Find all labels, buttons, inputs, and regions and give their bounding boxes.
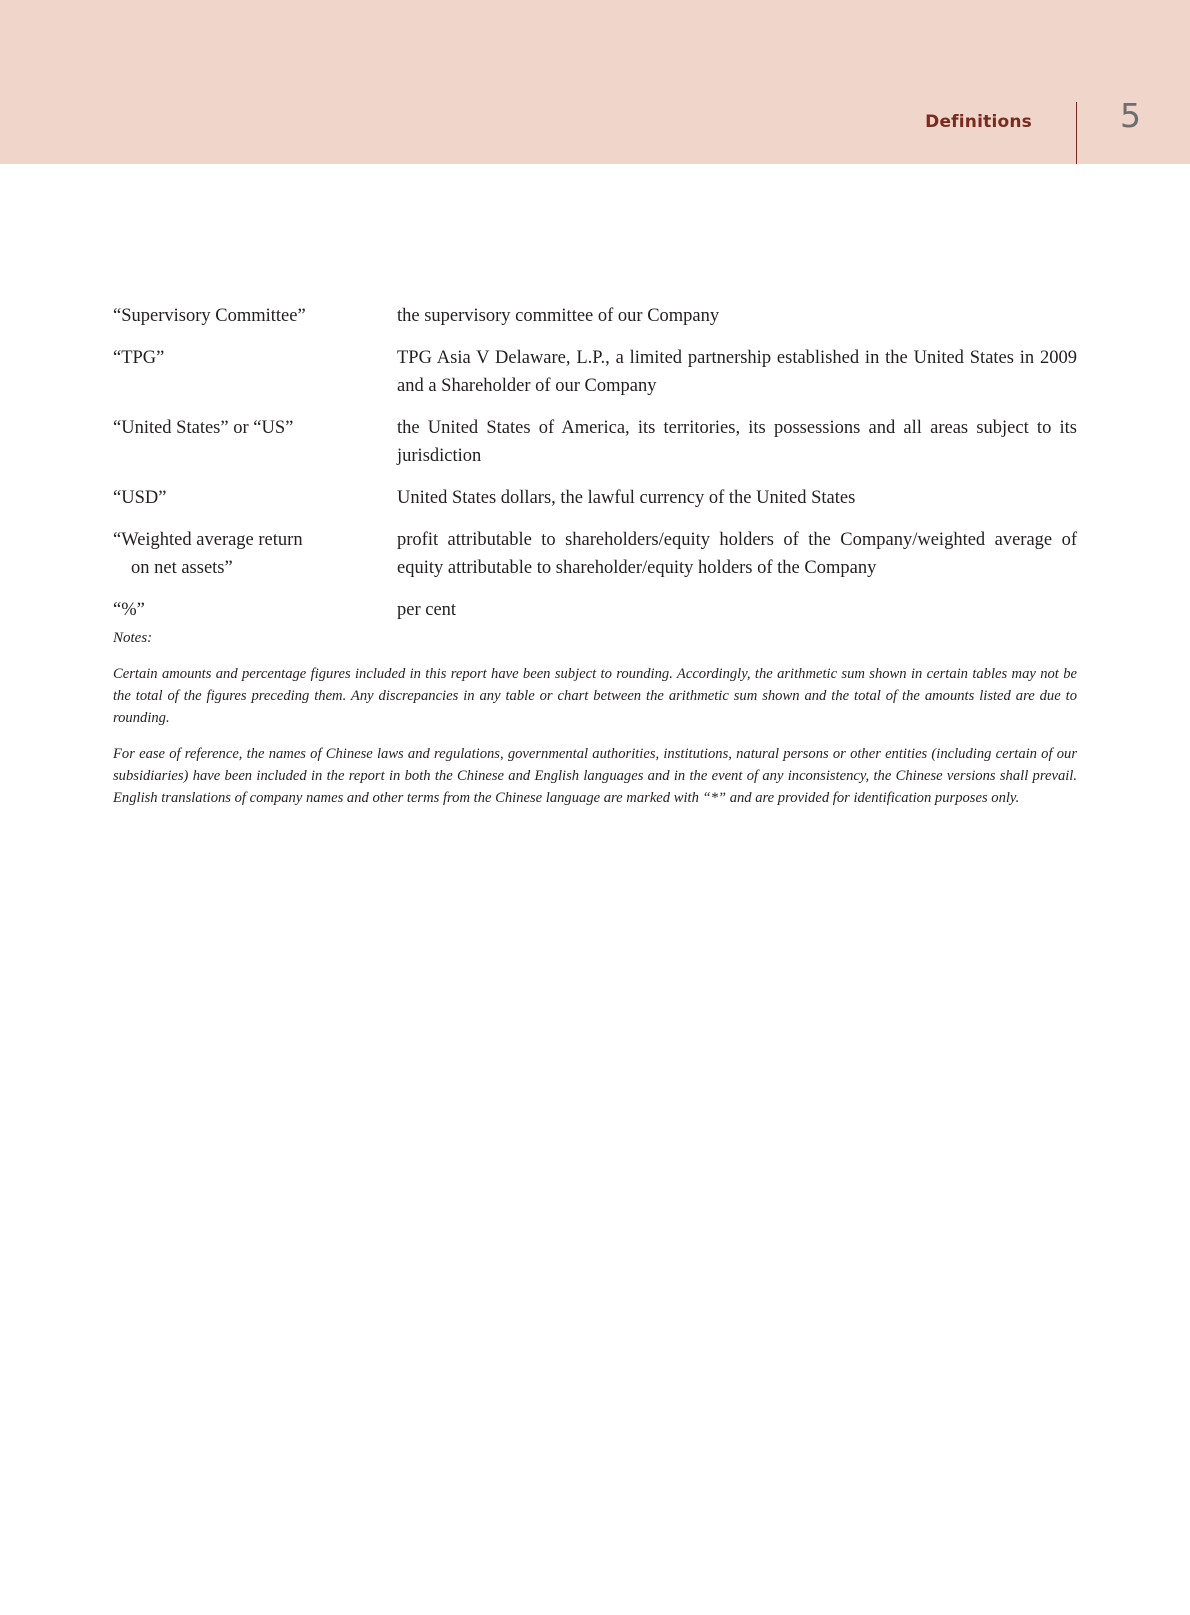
definition-term: [113, 596, 397, 624]
definitions-content: [113, 302, 1077, 823]
notes-title: Notes:: [113, 630, 153, 646]
definition-row: [113, 526, 1077, 582]
definition-term-line: “Weighted average return: [113, 530, 303, 550]
definition-description: the supervisory committee of our Company: [397, 306, 720, 326]
note-paragraph: Certain amounts and percentage figures included in this report have been subject to rounding. Accordingly, the arithmetic sum shown in certain tables may not be the total of the figures preceding them. Any discrepancies in any table or chart between the arithmetic sum shown and the total of the amounts listed are due to rounding.: [113, 666, 1077, 726]
definition-row: [113, 484, 1077, 512]
definition-row: [113, 344, 1077, 400]
definition-term-line: “%”: [113, 600, 145, 620]
page-number: 5: [1120, 96, 1141, 135]
definition-term-line: “TPG”: [113, 348, 165, 368]
definition-term: [113, 526, 397, 582]
definition-description: TPG Asia V Delaware, L.P., a limited partnership established in the United States in 2009 and a Shareholder of our Company: [397, 348, 1077, 396]
definition-term: [113, 302, 397, 330]
definition-description: profit attributable to shareholders/equity holders of the Company/weighted average of equity attributable to shareholder/equity holders of the Company: [397, 530, 1077, 578]
definition-term-line: on net assets”: [131, 558, 233, 578]
definition-term: [113, 484, 397, 512]
definition-row: [113, 414, 1077, 470]
definition-term: [113, 344, 397, 400]
definition-description: United States dollars, the lawful currency of the United States: [397, 488, 856, 508]
section-title: Definitions: [925, 112, 1032, 132]
header-band: [0, 0, 1190, 164]
definition-description: the United States of America, its territories, its possessions and all areas subject to its jurisdiction: [397, 418, 1077, 466]
definitions-list: [113, 302, 1077, 624]
definition-term-line: “Supervisory Committee”: [113, 306, 306, 326]
definition-term-line: “USD”: [113, 488, 167, 508]
definition-description: per cent: [397, 600, 457, 620]
note-paragraph: For ease of reference, the names of Chinese laws and regulations, governmental authorities, institutions, natural persons or other entities (including certain of our subsidiaries) have been included in the report in both the Chinese and English languages and in the event of any inconsistency, the Chinese versions shall prevail. English translations of company names and other terms from the Chinese language are marked with “*” and are provided for identification purposes only.: [113, 746, 1077, 806]
definition-term-line: “United States” or “US”: [113, 418, 294, 438]
header-divider: [1076, 102, 1077, 164]
definition-row: [113, 596, 1077, 624]
definition-row: [113, 302, 1077, 330]
definition-term: [113, 414, 397, 470]
